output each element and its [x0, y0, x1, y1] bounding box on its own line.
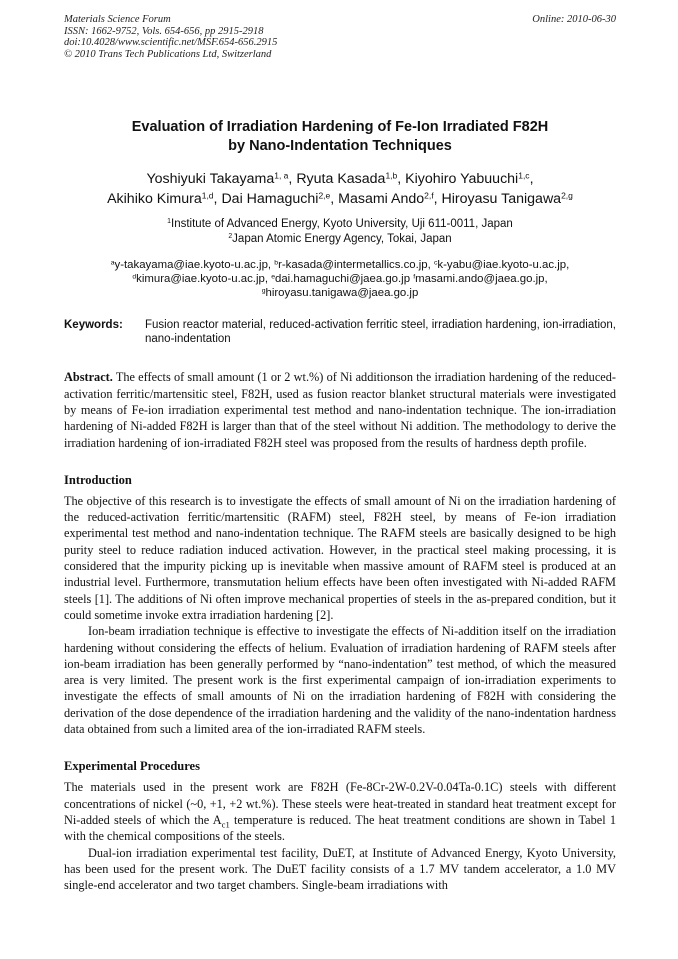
journal-header: [64, 14, 616, 60]
paragraph-text: The materials used in the present work are F82H (Fe-8Cr-2W-0.2V-0.04Ta-0.1C) steels with different concentrations of nickel (~0, +1, +2 wt.%). These steels were heat-treated in standard heat treatment except for Ni-added steels of which the A: [64, 780, 616, 827]
keywords-label: Keywords:: [64, 319, 123, 332]
introduction-paragraph-2: Ion-beam irradiation technique is effective to investigate the effects of Ni-addition itself on the irradiation hardening without considering the effects of helium. Evaluation of irradiation hardening of RAFM steels after ion-beam irradiation has been generally performed by “nano-indentation” test method, of which the measured area is very limited. The present work is the first experimental campaign of ion-irradiation experiments to investigate the effects of small amounts of Ni on the irradiation hardening of F82H with considering the derivation of the dose dependence of the irradiation hardening and the validity of the nano-indentation hardness data obtained from such a limited area of the ion-irradiated RAFM steels.: [64, 624, 616, 737]
abstract: [64, 369, 616, 450]
affiliation-text: Institute of Advanced Energy, Kyoto University, Uji 611-0011, Japan: [171, 218, 513, 231]
email-mark: f: [413, 273, 416, 281]
author-name: Masami Ando: [338, 191, 425, 208]
experimental-paragraph-1: [64, 779, 616, 844]
introduction-paragraph-1: The objective of this research is to investigate the effects of small amount of Ni on the irradiation hardening of the reduced-activation ferritic/martensitic (RAFM) steel, F82H steel, by means of Fe-ion irradiation experimental test method and nano-indentation technique. The RAFM steels are basically designed to be high purity steel to reduce radiation induced activation. However, in the practical steel making processing, it is considered that the impurity picking up is inevitable when massive amount of RAFM steel is produced at an industrial level. Furthermore, transmutation helium effects have been often investigated with Ni-added RAFM steels [1]. The additions of Ni often improve mechanical properties of steels in the as-prepared condition, but it could sometime invoke extra irradiation hardening [2].: [64, 493, 616, 622]
author-affil-mark: 2,g: [561, 190, 573, 201]
email-address: r-kasada@intermetallics.co.jp,: [278, 259, 431, 272]
online-date: Online: 2010-06-30: [532, 14, 616, 25]
affiliation-text: Japan Atomic Energy Agency, Tokai, Japan: [232, 233, 452, 246]
email-mark: b: [274, 259, 279, 267]
email-line-3: [64, 286, 616, 300]
affiliation-mark: 1: [167, 218, 172, 226]
email-mark: c: [433, 259, 438, 267]
email-mark: a: [110, 259, 115, 267]
email-address: masami.ando@jaea.go.jp,: [415, 273, 548, 286]
author-name: Dai Hamaguchi: [221, 191, 319, 208]
keywords-block: [64, 318, 616, 346]
email-mark: g: [261, 287, 266, 295]
author-name: Kiyohiro Yabuuchi: [405, 171, 519, 188]
author-name: Hiroyasu Tanigawa: [441, 191, 562, 208]
copyright-line: © 2010 Trans Tech Publications Ltd, Switzerland: [64, 48, 272, 60]
journal-name: Materials Science Forum: [64, 14, 171, 25]
author-name: Yoshiyuki Takayama: [146, 171, 275, 188]
author-affil-mark: 2,e: [318, 190, 331, 201]
author-list: [64, 169, 616, 209]
experimental-section: [64, 758, 616, 893]
email-address: hiroyasu.tanigawa@jaea.go.jp: [265, 287, 419, 300]
title-line-1: Evaluation of Irradiation Hardening of Fe-Ion Irradiated F82H: [131, 119, 549, 136]
author-line-1: Yoshiyuki Takayama$^{1, a}$, Ryuta Kasada$^{1,b}$, Kiyohiro Yabuuchi$^{1,c}$,: [146, 170, 534, 188]
paragraph-text: temperature is reduced. The heat treatment conditions are shown in Tabel 1 with the chemical compositions of the steels.: [64, 812, 616, 844]
introduction-heading: Introduction: [64, 472, 132, 487]
affiliations: [64, 217, 616, 247]
doi-line: doi:10.4028/www.scientific.net/MSF.654-656.2915: [64, 37, 278, 49]
paper-page: [64, 14, 616, 893]
email-line-2: [64, 272, 616, 286]
abstract-label: Abstract.: [64, 370, 113, 385]
author-affil-mark: 2,f: [424, 190, 434, 201]
introduction-section: [64, 472, 616, 737]
author-affil-mark: 1,d: [201, 190, 214, 201]
author-affil-mark: 1,c: [518, 170, 530, 181]
author-name: Ryuta Kasada: [296, 171, 386, 188]
abstract-text: The effects of small amount (1 or 2 wt.%) of Ni additionson the irradiation hardening of the reduced-activation ferritic/martensitic steel, F82H, used as fusion reactor blanket structural materials were investigated by means of Fe-ion irradiation experimental test method and nano-indentation technique. The ion-irradiation hardening of Ni-added F82H is larger than that of the steel without Ni addition. The methodology to derive the irradiation hardening of ion-irradiated F82H steel was proposed from the results of hardness depth profile.: [64, 370, 616, 450]
experimental-heading: Experimental Procedures: [64, 759, 200, 774]
subscript: c1: [221, 819, 230, 830]
author-name: Akihiko Kimura: [107, 191, 202, 208]
experimental-paragraph-2: Dual-ion irradiation experimental test facility, DuET, at Institute of Advanced Energy, Kyoto University, has been used for the present work. The DuET facility consists of a 1.7 MV tandem accelerator, a 1.0 MV single-end accelerator and two target chambers. Single-beam irradiations with: [64, 845, 616, 893]
email-mark: d: [132, 273, 137, 281]
paper-title: [64, 118, 616, 156]
email-address: kimura@iae.kyoto-u.ac.jp,: [136, 273, 269, 286]
email-address: y-takayama@iae.kyoto-u.ac.jp,: [114, 259, 272, 272]
email-mark: e: [271, 273, 275, 281]
affiliation-2: [64, 232, 616, 247]
title-line-2: by Nano-Indentation Techniques: [228, 138, 452, 155]
author-affil-mark: 1, a: [274, 170, 289, 181]
author-emails: [64, 258, 616, 300]
affiliation-1: [64, 217, 616, 232]
author-line-2: Akihiko Kimura$^{1,d}$, Dai Hamaguchi$^{2,e}$, Masami Ando$^{2,f}$, Hiroyasu Tanigawa$^{2,g}$: [107, 190, 573, 208]
email-line-1: [64, 258, 616, 272]
email-address: dai.hamaguchi@jaea.go.jp: [275, 273, 411, 286]
affiliation-mark: 2: [228, 233, 233, 241]
author-affil-mark: 1,b: [385, 170, 398, 181]
email-address: k-yabu@iae.kyoto-u.ac.jp,: [437, 259, 570, 272]
issn-line: ISSN: 1662-9752, Vols. 654-656, pp 2915-2918: [64, 25, 264, 37]
keywords-text: Fusion reactor material, reduced-activation ferritic steel, irradiation hardening, ion-irradiation, nano-indentation: [145, 319, 616, 346]
